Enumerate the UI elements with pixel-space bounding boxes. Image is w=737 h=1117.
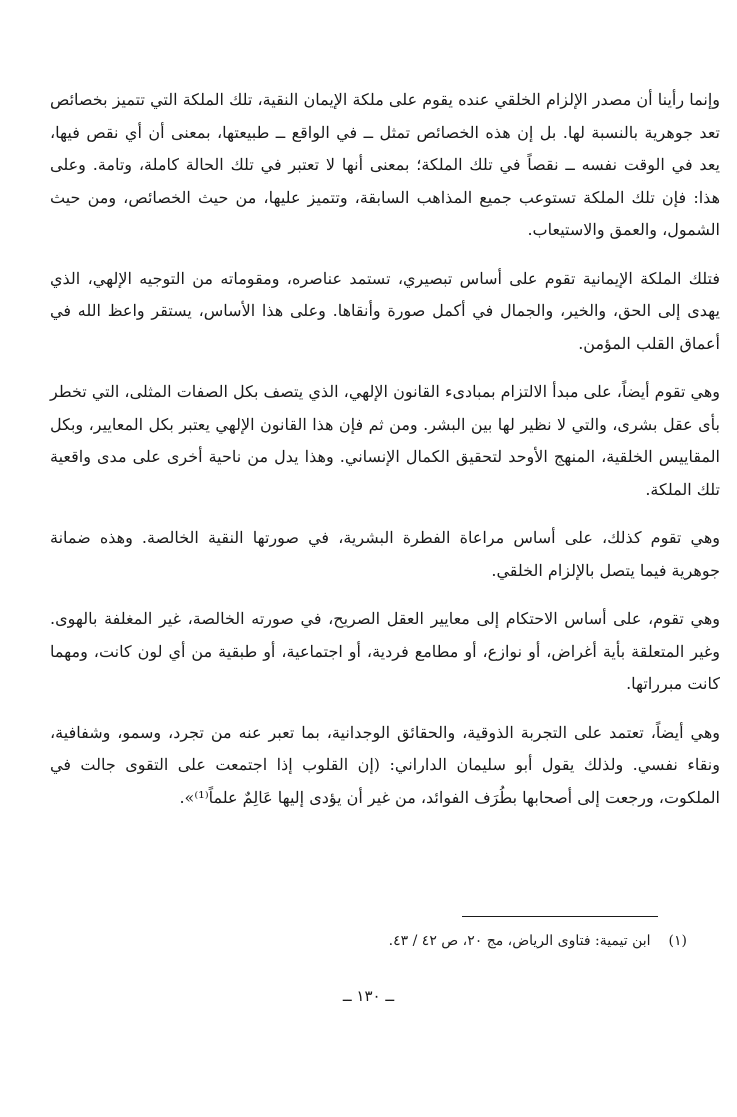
paragraph-3: وهي تقوم أيضاً، على مبدأ الالتزام بمبادىء القانون الإلهي، الذي يتصف بكل الصفات المثلى، التي تخطر بأى عقل بشرى، والتي لا نظير لها بين البشر. ومن ثم فإن هذا القانون الإلهي يعتبر بكل المعايير، وبكل المقاييس الخلقية، المنهج الأوحد لتحقيق الكمال الإنساني. وهذا يدل من ناحية أخرى على مدى واقعية تلك الملكة. (50, 382, 721, 499)
main-text (50, 84, 720, 814)
paragraph-6: وهي أيضاً، تعتمد على التجربة الذوقية، والحقائق الوجدانية، بما تعبر عنه من تجرد، وسمو، وشفافية، ونقاء نفسي. ولذلك يقول أبو سليمان الداراني: (إن القلوب إذا اجتمعت على التقوى جالت في الملكوت، ورجعت إلى أصحابها بطُرَف الفوائد، من غير أن يؤدى إليها عَالِمٌ علماً⁽¹⁾». (50, 722, 720, 807)
footnote-separator (462, 916, 658, 917)
footnote-text: ابن تيمية: فتاوى الرياض، مج ٢٠، ص ٤٢ / ٤٣. (388, 933, 651, 949)
page-number: ــ ١٣٠ ــ (342, 987, 395, 1005)
paragraph-5: وهي تقوم، على أساس الاحتكام إلى معايير العقل الصريح، في صورته الخالصة، غير المغلفة بالهوى. وغير المتعلقة بأية أغراض، أو نوازع، أو مطامع فردية، أو اجتماعية، أو طبقية من أي لون كانت، ومهما كانت مبرراتها. (50, 609, 720, 693)
paragraph-2: فتلك الملكة الإيمانية تقوم على أساس تبصيري، تستمد عناصره، ومقوماته من التوجيه الإلهي، الذي يهدى إلى الحق، والخير، والجمال في أكمل صورة وأنقاها. وعلى هذا الأساس، يستقر واعظ الله في أعماق القلب المؤمن. (50, 268, 721, 353)
footnote (389, 928, 687, 954)
footnote-marker: (١) (668, 933, 687, 949)
paragraph-1: وإنما رأينا أن مصدر الإلزام الخلقي عنده يقوم على ملكة الإيمان النقية، تلك الملكة التي تتميز بخصائص تعد جوهرية بالنسبة لها. بل إن هذه الخصائص تمثل ــ في الواقع ــ طبيعتها، بمعنى أن أي نقص فيها، يعد في الوقت نفسه ــ نقصاً في تلك الملكة؛ بمعنى أنها لا تعتبر في تلك الحالة كاملة، وتامة. وعلى هذا: فإن تلك الملكة تستوعب جميع المذاهب السابقة، وتتميز عليها، من حيث الخصائص، ومن حيث الشمول، والعمق والاستيعاب. (50, 90, 720, 239)
paragraph-4: وهي تقوم كذلك، على أساس مراعاة الفطرة البشرية، في صورتها النقية الخالصة. وهذه ضمانة جوهرية فيما يتصل بالإلزام الخلقي. (50, 528, 720, 580)
